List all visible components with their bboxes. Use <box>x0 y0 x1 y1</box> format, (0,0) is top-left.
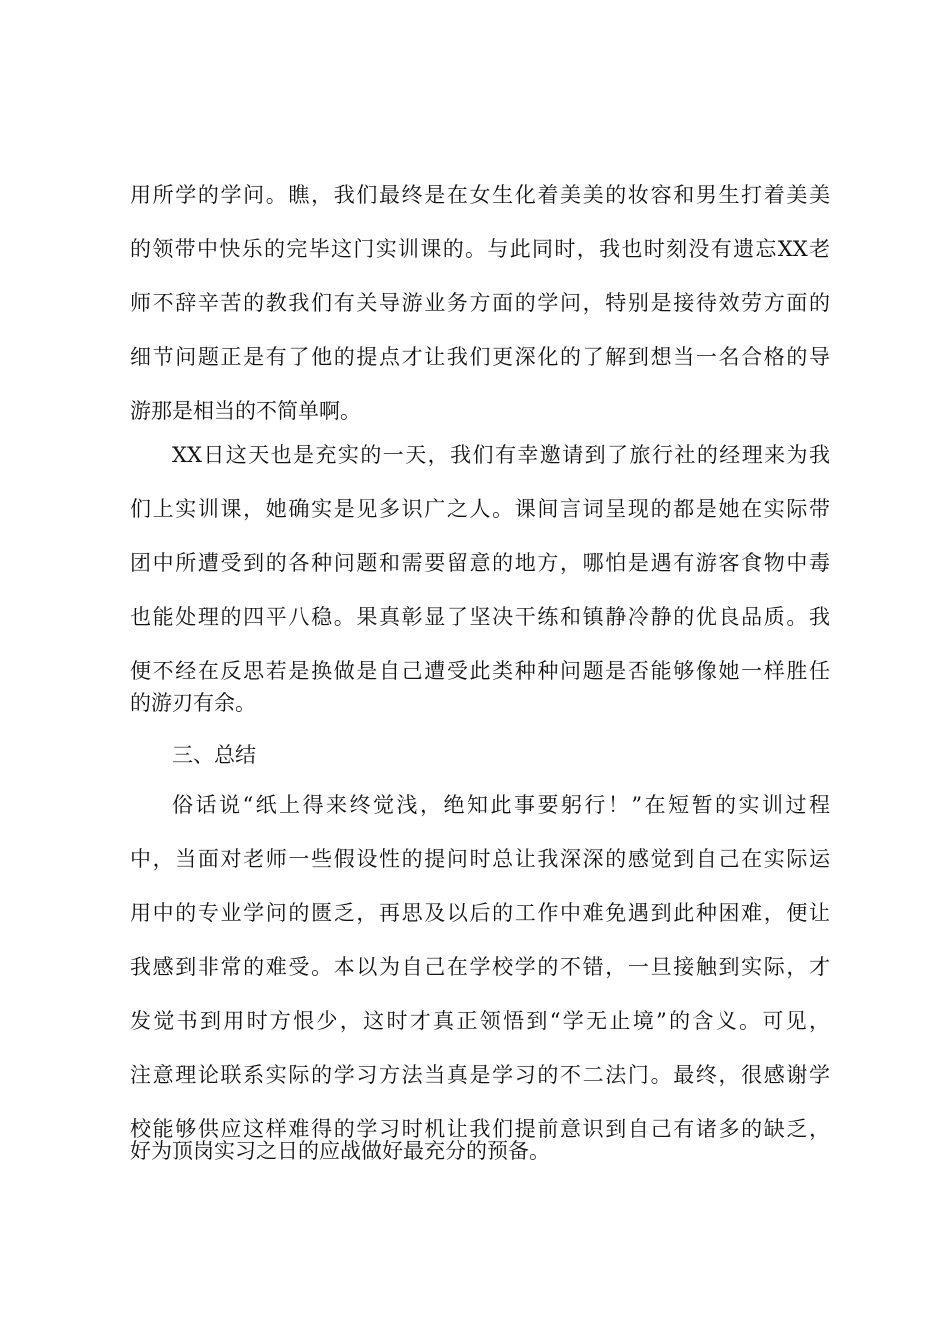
text-line: XX日这天也是充实的一天，我们有幸邀请到了旅行社的经理来为我 <box>172 443 830 467</box>
text-line: 的游刃有余。 <box>130 691 256 715</box>
text-line: 也能处理的四平八稳。果真彰显了坚决干练和镇静冷静的优良品质。我 <box>130 605 830 629</box>
text-line: 便不经在反思若是换做是自己遭受此类种种问题是否能够像她一样胜任 <box>130 659 830 683</box>
text-line: 好为顶岗实习之日的应战做好最充分的预备。 <box>130 1139 550 1163</box>
text-line: 我感到非常的难受。本以为自己在学校学的不错，一旦接触到实际，才 <box>130 955 830 979</box>
text-line: 中，当面对老师一些假设性的提问时总让我深深的感觉到自己在实际运 <box>130 847 830 871</box>
text-line: 的领带中快乐的完毕这门实训课的。与此同时，我也时刻没有遗忘XX老 <box>130 237 830 261</box>
text-line: 用所学的学问。瞧，我们最终是在女生化着美美的妆容和男生打着美美 <box>130 183 830 207</box>
text-line: 用中的专业学问的匮乏，再思及以后的工作中难免遇到此种困难，便让 <box>130 901 830 925</box>
text-line: 们上实训课，她确实是见多识广之人。课间言词呈现的都是她在实际带 <box>130 497 830 521</box>
text-line: 俗话说“纸上得来终觉浅，绝知此事要躬行！”在短暂的实训过程 <box>172 793 830 817</box>
section-heading: 三、总结 <box>172 743 256 767</box>
text-line: 团中所遭受到的各种问题和需要留意的地方，哪怕是遇有游客食物中毒 <box>130 551 830 575</box>
text-line: 校能够供应这样难得的学习时机让我们提前意识到自己有诸多的缺乏， <box>130 1117 830 1141</box>
text-line: 游那是相当的不简单啊。 <box>130 399 361 423</box>
text-line: 注意理论联系实际的学习方法当真是学习的不二法门。最终，很感谢学 <box>130 1063 830 1087</box>
text-line: 发觉书到用时方恨少，这时才真正领悟到“学无止境”的含义。可见， <box>130 1009 830 1033</box>
text-line: 细节问题正是有了他的提点才让我们更深化的了解到想当一名合格的导 <box>130 345 830 369</box>
text-line: 师不辞辛苦的教我们有关导游业务方面的学问，特别是接待效劳方面的 <box>130 291 830 315</box>
